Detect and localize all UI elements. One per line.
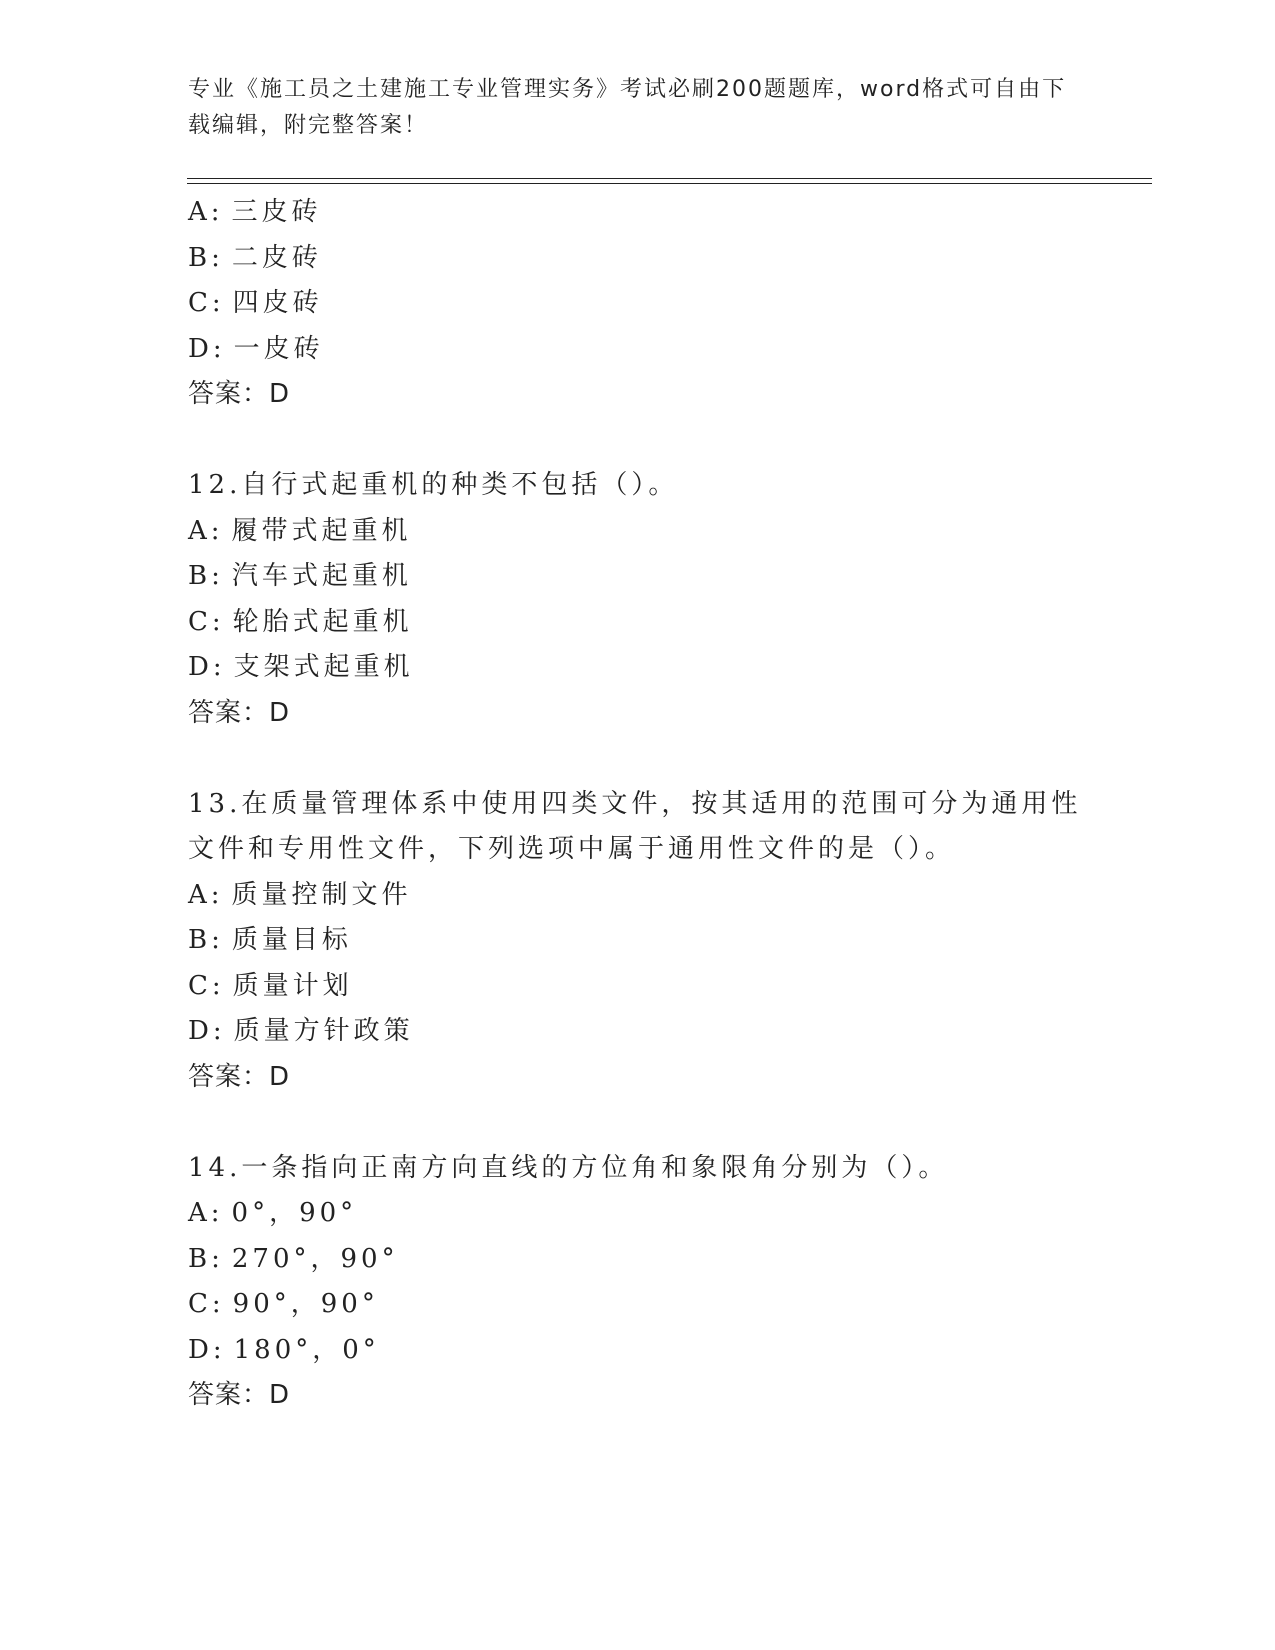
question-stem: 14.一条指向正南方向直线的方位角和象限角分别为（）。 xyxy=(188,1152,949,1183)
option-a: A: 0°，90° xyxy=(188,1198,358,1228)
header-divider-bottom xyxy=(187,183,1152,184)
option-a: A: 履带式起重机 xyxy=(188,515,412,546)
option-c: C: 四皮砖 xyxy=(188,288,323,318)
question-block xyxy=(188,1146,1088,1419)
document-header: 专业《施工员之土建施工专业管理实务》考试必刷200题题库，word格式可自由下载编辑，附完整答案！ xyxy=(188,77,1067,138)
option-d: D: 一皮砖 xyxy=(188,333,324,364)
option-c: C: 质量计划 xyxy=(188,970,353,1001)
option-d: D: 180°，0° xyxy=(188,1334,380,1365)
option-b: B: 汽车式起重机 xyxy=(188,561,412,591)
question-list xyxy=(188,190,1088,1419)
question-stem: 13.在质量管理体系中使用四类文件，按其适用的范围可分为通用性文件和专用性文件，下列选项中属于通用性文件的是（）。 xyxy=(188,788,1082,864)
option-a: A: 三皮砖 xyxy=(188,197,322,227)
option-a: A: 质量控制文件 xyxy=(188,879,412,910)
question-block xyxy=(188,782,1088,1101)
option-d: D: 支架式起重机 xyxy=(188,652,414,682)
answer-line: 答案：D xyxy=(188,1380,291,1410)
answer-line: 答案：D xyxy=(188,697,291,728)
answer-line: 答案：D xyxy=(188,379,291,409)
answer-line: 答案：D xyxy=(188,1061,291,1092)
question-block xyxy=(188,463,1088,736)
option-c: C: 90°，90° xyxy=(188,1289,379,1319)
option-c: C: 轮胎式起重机 xyxy=(188,606,413,637)
option-d: D: 质量方针政策 xyxy=(188,1016,414,1046)
question-block xyxy=(188,190,1088,418)
question-stem: 12.自行式起重机的种类不包括（）。 xyxy=(188,470,679,500)
header-divider-top xyxy=(187,178,1152,179)
option-b: B: 二皮砖 xyxy=(188,242,322,273)
option-b: B: 质量目标 xyxy=(188,925,352,955)
option-b: B: 270°，90° xyxy=(188,1243,399,1274)
